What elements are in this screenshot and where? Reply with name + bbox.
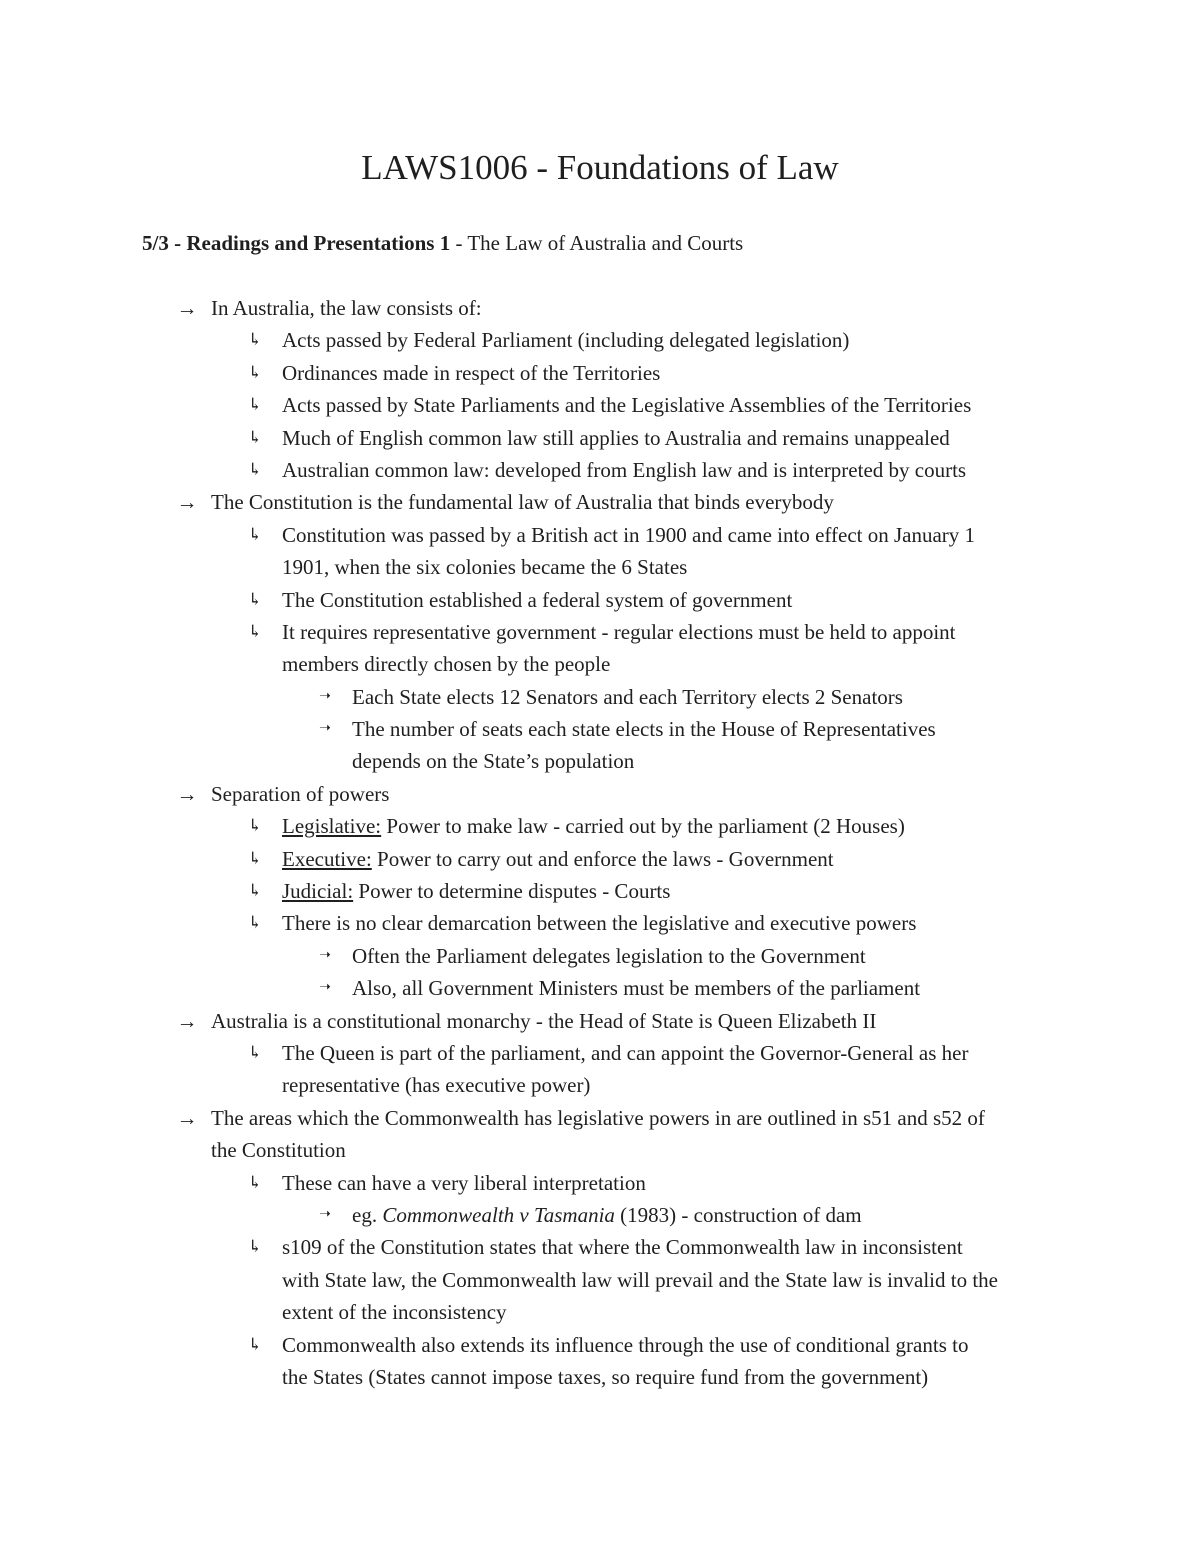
list-item [0, 1199, 1200, 1231]
list-item-text: The areas which the Commonwealth has legislative powers in are outlined in s51 and s52 of [211, 1105, 985, 1130]
list-item-text: extent of the inconsistency [282, 1300, 507, 1325]
list-item-text: The Constitution established a federal system of government [282, 587, 793, 612]
case-name: Commonwealth v Tasmania [382, 1202, 615, 1227]
list-item-text: Separation of powers [211, 781, 390, 806]
list-item [0, 1005, 1200, 1037]
list-item [0, 843, 1200, 875]
arrow-down-right-icon: ↳ [247, 913, 263, 933]
term-label: Executive: [282, 846, 372, 871]
small-arrow-icon: ➝ [319, 688, 331, 704]
notes-list [0, 292, 1200, 1393]
list-item-text: The Queen is part of the parliament, and can appoint the Governor-General as her [282, 1040, 969, 1065]
list-item [0, 713, 1200, 745]
list-item [0, 972, 1200, 1004]
list-item-text: the States (States cannot impose taxes, so require fund from the government) [282, 1364, 929, 1389]
list-item-text: 1901, when the six colonies became the 6 States [282, 555, 688, 580]
list-item-text: The number of seats each state elects in the House of Representatives [352, 717, 936, 742]
list-item-text: Acts passed by State Parliaments and the Legislative Assemblies of the Territories [282, 393, 972, 418]
list-item [0, 907, 1200, 939]
arrow-down-right-icon: ↳ [247, 1237, 263, 1257]
list-item [0, 454, 1200, 486]
arrow-down-right-icon: ↳ [247, 1334, 263, 1354]
arrow-right-icon: → [176, 1008, 198, 1033]
term-definition: Power to carry out and enforce the laws - Government [371, 846, 834, 871]
list-item-continuation [0, 1069, 1200, 1101]
list-item-text: the Constitution [211, 1138, 346, 1163]
heading-date: 5/3 - [142, 231, 182, 255]
list-item [0, 292, 1200, 324]
list-item-text: Also, all Government Ministers must be members of the parliament [352, 976, 921, 1001]
term-label: Legislative: [282, 814, 382, 839]
list-item-text: members directly chosen by the people [282, 652, 611, 677]
list-item [0, 940, 1200, 972]
list-item-text: Australia is a constitutional monarchy - the Head of State is Queen Elizabeth II [211, 1008, 877, 1033]
list-item [0, 389, 1200, 421]
list-item-continuation [0, 551, 1200, 583]
arrow-down-right-icon: ↳ [247, 589, 263, 609]
term-definition: Power to make law - carried out by the parliament (2 Houses) [381, 814, 905, 839]
list-item-continuation [0, 648, 1200, 680]
list-item [0, 422, 1200, 454]
list-item-continuation [0, 1361, 1200, 1393]
list-item-text: depends on the State’s population [352, 749, 635, 774]
example-prefix: eg. [352, 1202, 383, 1227]
list-item-text: In Australia, the law consists of: [211, 296, 482, 320]
list-item [0, 1037, 1200, 1069]
list-item-text: Much of English common law still applies to Australia and remains unappealed [282, 425, 950, 450]
list-item [0, 486, 1200, 518]
list-item-continuation [0, 1296, 1200, 1328]
arrow-down-right-icon: ↳ [247, 459, 263, 479]
list-item-text: Australian common law: developed from English law and is interpreted by courts [282, 457, 967, 482]
arrow-down-right-icon: ↳ [247, 1172, 263, 1192]
list-item [0, 681, 1200, 713]
list-item [0, 810, 1200, 842]
list-item-text: Each State elects 12 Senators and each Territory elects 2 Senators [352, 684, 903, 709]
list-item-text: Commonwealth also extends its influence through the use of conditional grants to [282, 1332, 969, 1357]
list-item-continuation [0, 1264, 1200, 1296]
term-definition: Power to determine disputes - Courts [353, 879, 671, 904]
arrow-down-right-icon: ↳ [247, 524, 263, 544]
list-item-text: with State law, the Commonwealth law will prevail and the State law is invalid to the [282, 1267, 998, 1292]
list-item [0, 1102, 1200, 1134]
list-item-text [282, 843, 834, 875]
heading-subtitle: - The Law of Australia and Courts [455, 231, 744, 255]
list-item-continuation [0, 1134, 1200, 1166]
list-item [0, 778, 1200, 810]
list-item-text: Acts passed by Federal Parliament (including delegated legislation) [282, 328, 850, 353]
list-item-text: There is no clear demarcation between the legislative and executive powers [282, 911, 917, 936]
list-item [0, 1231, 1200, 1263]
list-item-text: Ordinances made in respect of the Territories [282, 360, 661, 385]
list-item-text: The Constitution is the fundamental law of Australia that binds everybody [211, 490, 834, 515]
arrow-down-right-icon: ↳ [247, 816, 263, 836]
heading-bold-title: Readings and Presentations 1 [186, 231, 451, 255]
list-item-text: It requires representative government - regular elections must be held to appoint [282, 619, 956, 644]
list-item-text [352, 1199, 862, 1231]
arrow-down-right-icon: ↳ [247, 621, 263, 641]
small-arrow-icon: ➝ [319, 980, 331, 996]
small-arrow-icon: ➝ [319, 1206, 331, 1222]
list-item [0, 616, 1200, 648]
arrow-down-right-icon: ↳ [247, 362, 263, 382]
arrow-down-right-icon: ↳ [247, 330, 263, 350]
arrow-right-icon: → [176, 296, 198, 320]
list-item-text: Often the Parliament delegates legislation to the Government [352, 943, 866, 968]
case-detail: (1983) - construction of dam [614, 1202, 862, 1227]
list-item-text [282, 875, 670, 907]
arrow-down-right-icon: ↳ [247, 881, 263, 901]
list-item [0, 519, 1200, 551]
list-item-text [282, 810, 905, 842]
arrow-down-right-icon: ↳ [247, 395, 263, 415]
arrow-down-right-icon: ↳ [247, 848, 263, 868]
arrow-right-icon: → [176, 781, 198, 806]
list-item-continuation [0, 745, 1200, 777]
arrow-down-right-icon: ↳ [247, 427, 263, 447]
document-title: LAWS1006 - Foundations of Law [361, 148, 839, 187]
term-label: Judicial: [282, 879, 354, 904]
list-item [0, 324, 1200, 356]
list-item [0, 357, 1200, 389]
arrow-right-icon: → [176, 490, 198, 515]
arrow-down-right-icon: ↳ [247, 1042, 263, 1062]
list-item-text: s109 of the Constitution states that where the Commonwealth law in inconsistent [282, 1235, 963, 1260]
list-item-text: representative (has executive power) [282, 1073, 591, 1098]
small-arrow-icon: ➝ [319, 947, 331, 963]
small-arrow-icon: ➝ [319, 721, 331, 737]
section-heading [142, 227, 743, 259]
list-item [0, 584, 1200, 616]
list-item [0, 1329, 1200, 1361]
list-item-text: Constitution was passed by a British act in 1900 and came into effect on January 1 [282, 522, 976, 547]
list-item [0, 875, 1200, 907]
list-item-text: These can have a very liberal interpretation [282, 1170, 646, 1195]
arrow-right-icon: → [176, 1105, 198, 1130]
list-item [0, 1167, 1200, 1199]
